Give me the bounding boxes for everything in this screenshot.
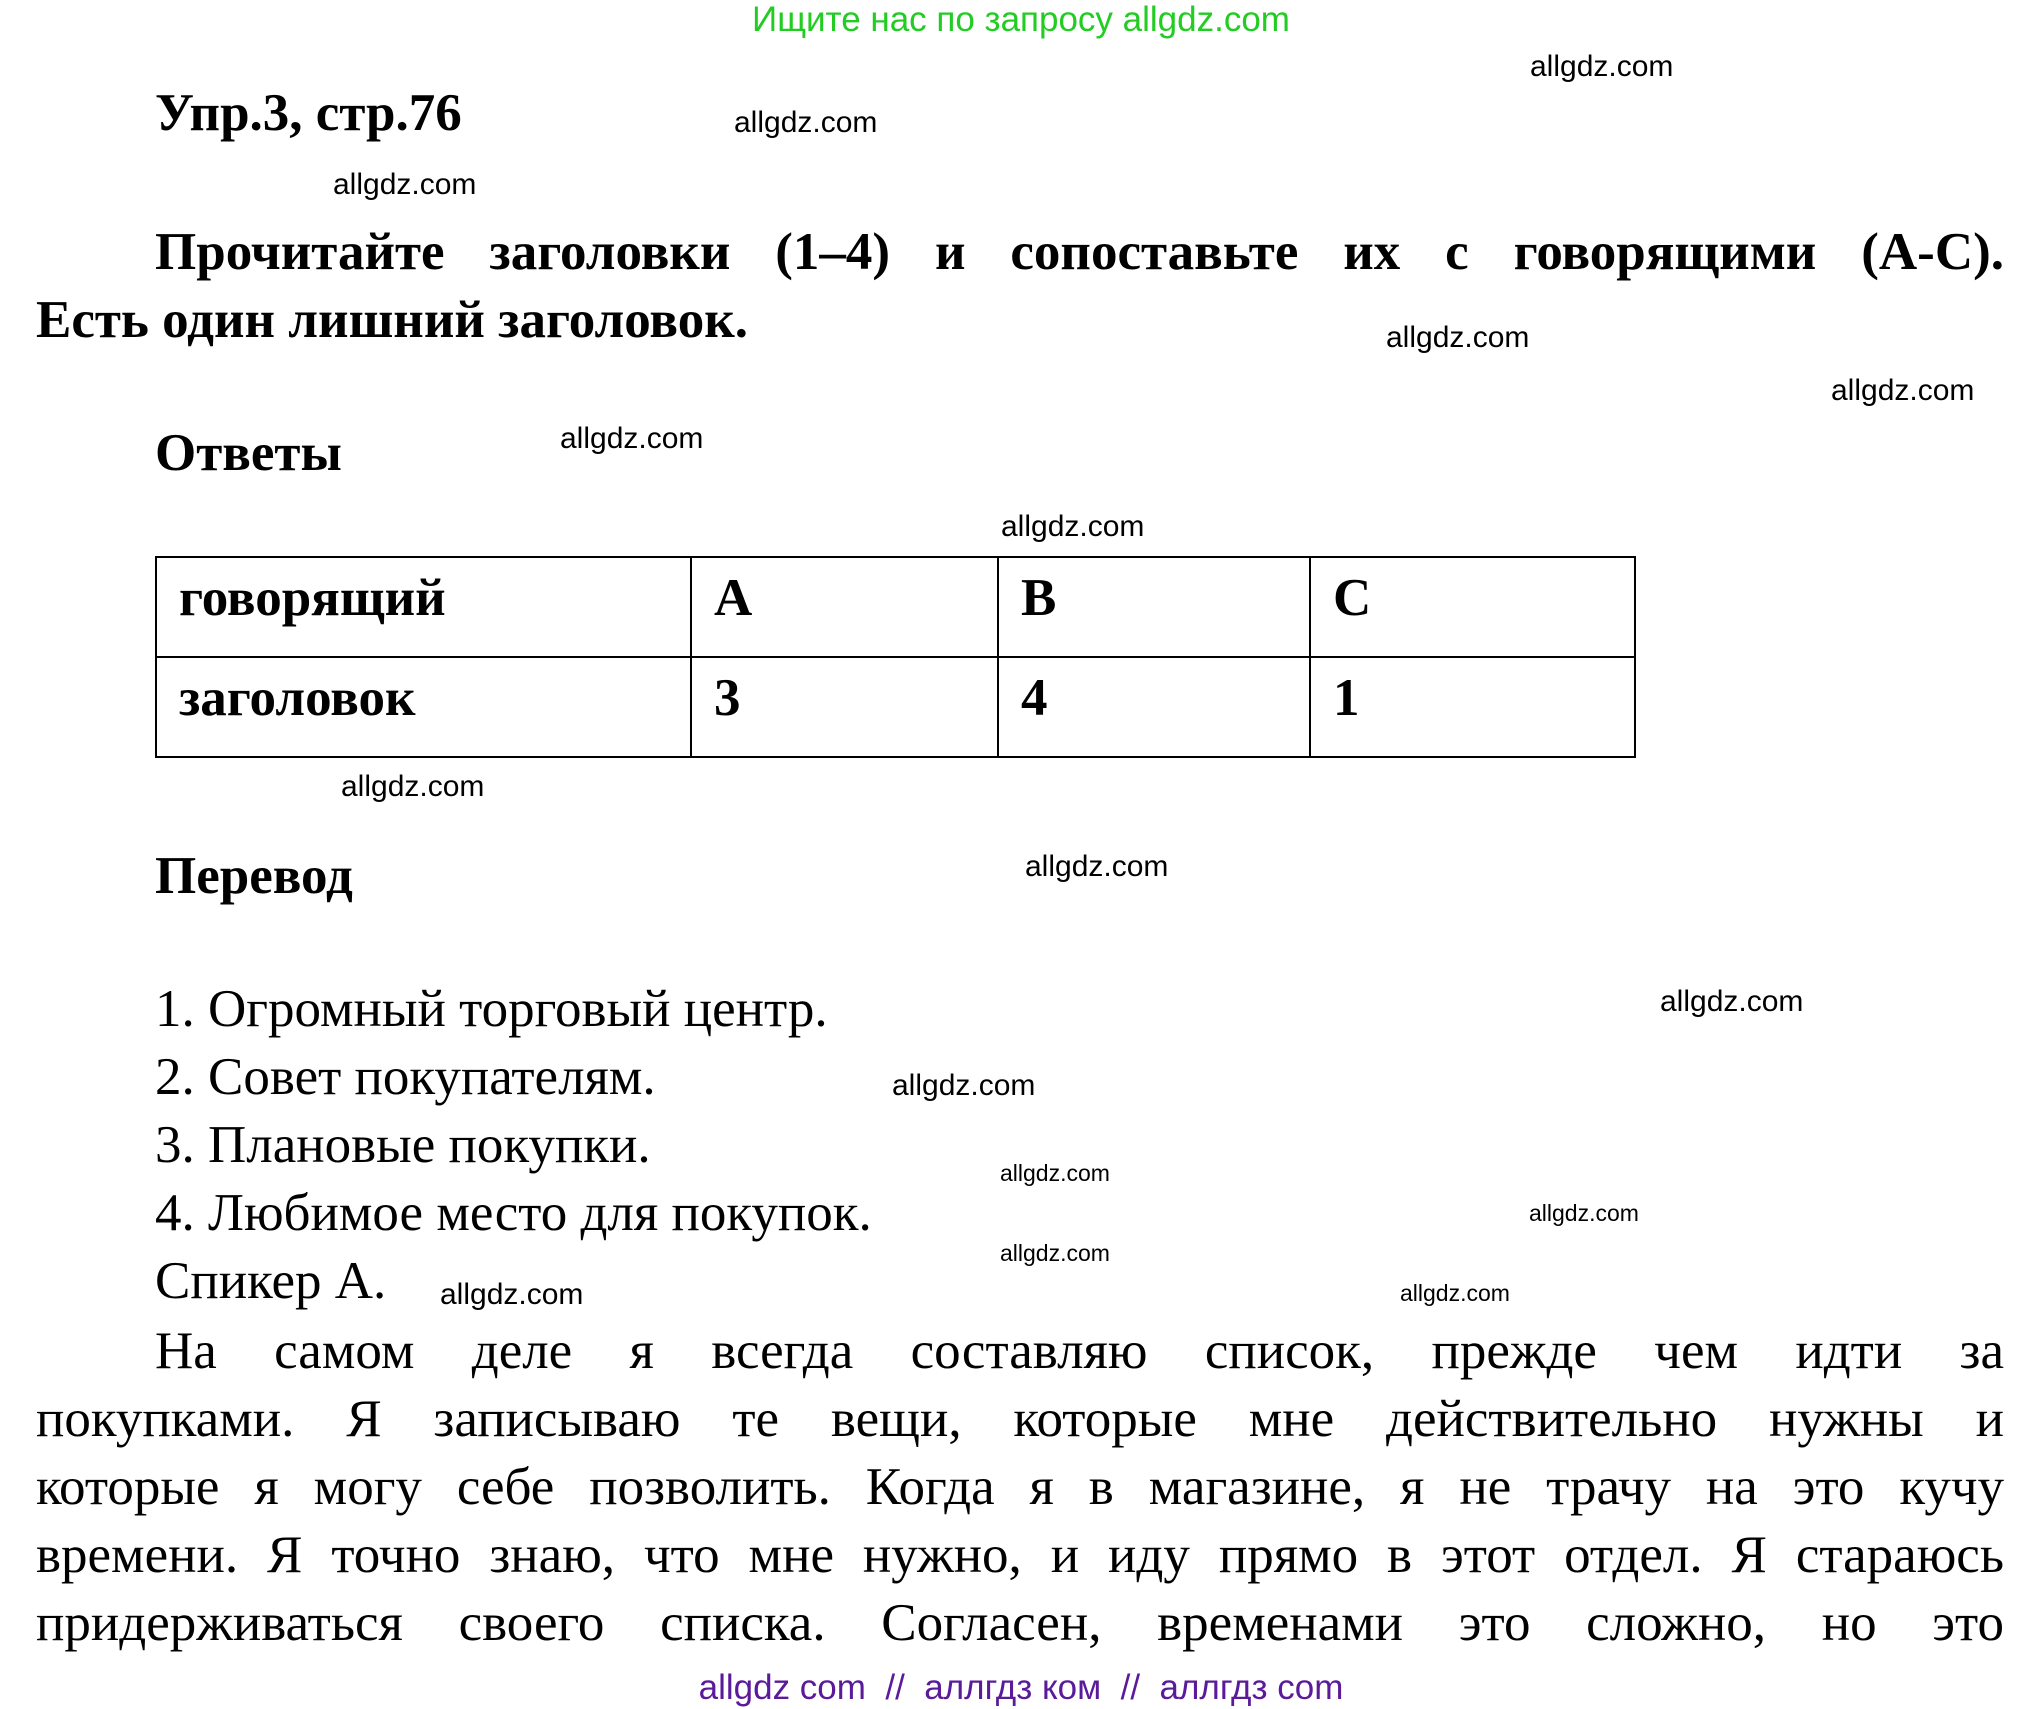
translation-heading: Перевод: [155, 847, 353, 905]
paragraph-line: На самом деле я всегда составляю список, прежде чем идти за: [155, 1322, 2004, 1380]
task-line-2: Есть один лишний заголовок.: [36, 291, 748, 349]
watermark: allgdz.com: [560, 422, 704, 455]
watermark: allgdz.com: [1001, 510, 1145, 543]
search-banner: Ищите нас по запросу allgdz.com: [752, 0, 1290, 39]
speaker-label: Спикер А.: [155, 1252, 387, 1310]
watermark: allgdz.com: [734, 106, 878, 139]
table-cell: B: [998, 557, 1310, 657]
watermark: allgdz.com: [1000, 1240, 1110, 1266]
watermark: allgdz.com: [1529, 1200, 1639, 1226]
paragraph-line: покупками. Я записываю те вещи, которые мне действительно нужны и: [36, 1390, 2004, 1448]
list-item: 3. Плановые покупки.: [155, 1116, 651, 1174]
watermark: allgdz.com: [440, 1278, 584, 1311]
footer-text: allgdz com // аллгдз ком // аллгдз com: [698, 1668, 1344, 1707]
watermark: allgdz.com: [333, 168, 477, 201]
watermark: allgdz.com: [1025, 850, 1169, 883]
exercise-title: Упр.3, стр.76: [155, 84, 462, 142]
watermark: allgdz.com: [1831, 374, 1975, 407]
watermark: allgdz.com: [1400, 1280, 1510, 1306]
watermark: allgdz.com: [341, 770, 485, 803]
watermark: allgdz.com: [1660, 985, 1804, 1018]
table-cell: A: [691, 557, 998, 657]
table-cell: C: [1310, 557, 1635, 657]
task-line-1: Прочитайте заголовки (1–4) и сопоставьте их с говорящими (A-C).: [155, 223, 2004, 281]
answers-heading: Ответы: [155, 424, 342, 482]
watermark: allgdz.com: [892, 1069, 1036, 1102]
watermark: allgdz.com: [1530, 50, 1674, 83]
list-item: 2. Совет покупателям.: [155, 1048, 656, 1106]
table-cell: 4: [998, 657, 1310, 757]
table-cell: 3: [691, 657, 998, 757]
headings-list: [155, 975, 872, 1315]
list-item: 1. Огромный торговый центр.: [155, 980, 828, 1038]
watermark: allgdz.com: [1000, 1160, 1110, 1186]
answers-table: [155, 556, 1636, 758]
table-cell: 1: [1310, 657, 1635, 757]
paragraph-line: времени. Я точно знаю, что мне нужно, и иду прямо в этот отдел. Я стараюсь: [36, 1526, 2004, 1584]
footer-watermark: [0, 1668, 2042, 1708]
task-instructions: [36, 218, 2004, 354]
list-item: 4. Любимое место для покупок.: [155, 1184, 872, 1242]
watermark: allgdz.com: [1386, 321, 1530, 354]
table-row: [156, 657, 1635, 757]
speaker-a-text: [36, 1317, 2004, 1657]
paragraph-line: которые я могу себе позволить. Когда я в магазине, я не трачу на это кучу: [36, 1458, 2004, 1516]
paragraph-line: придерживаться своего списка. Согласен, временами это сложно, но это: [36, 1594, 2004, 1652]
table-row: [156, 557, 1635, 657]
table-cell: говорящий: [156, 557, 691, 657]
table-cell: заголовок: [156, 657, 691, 757]
